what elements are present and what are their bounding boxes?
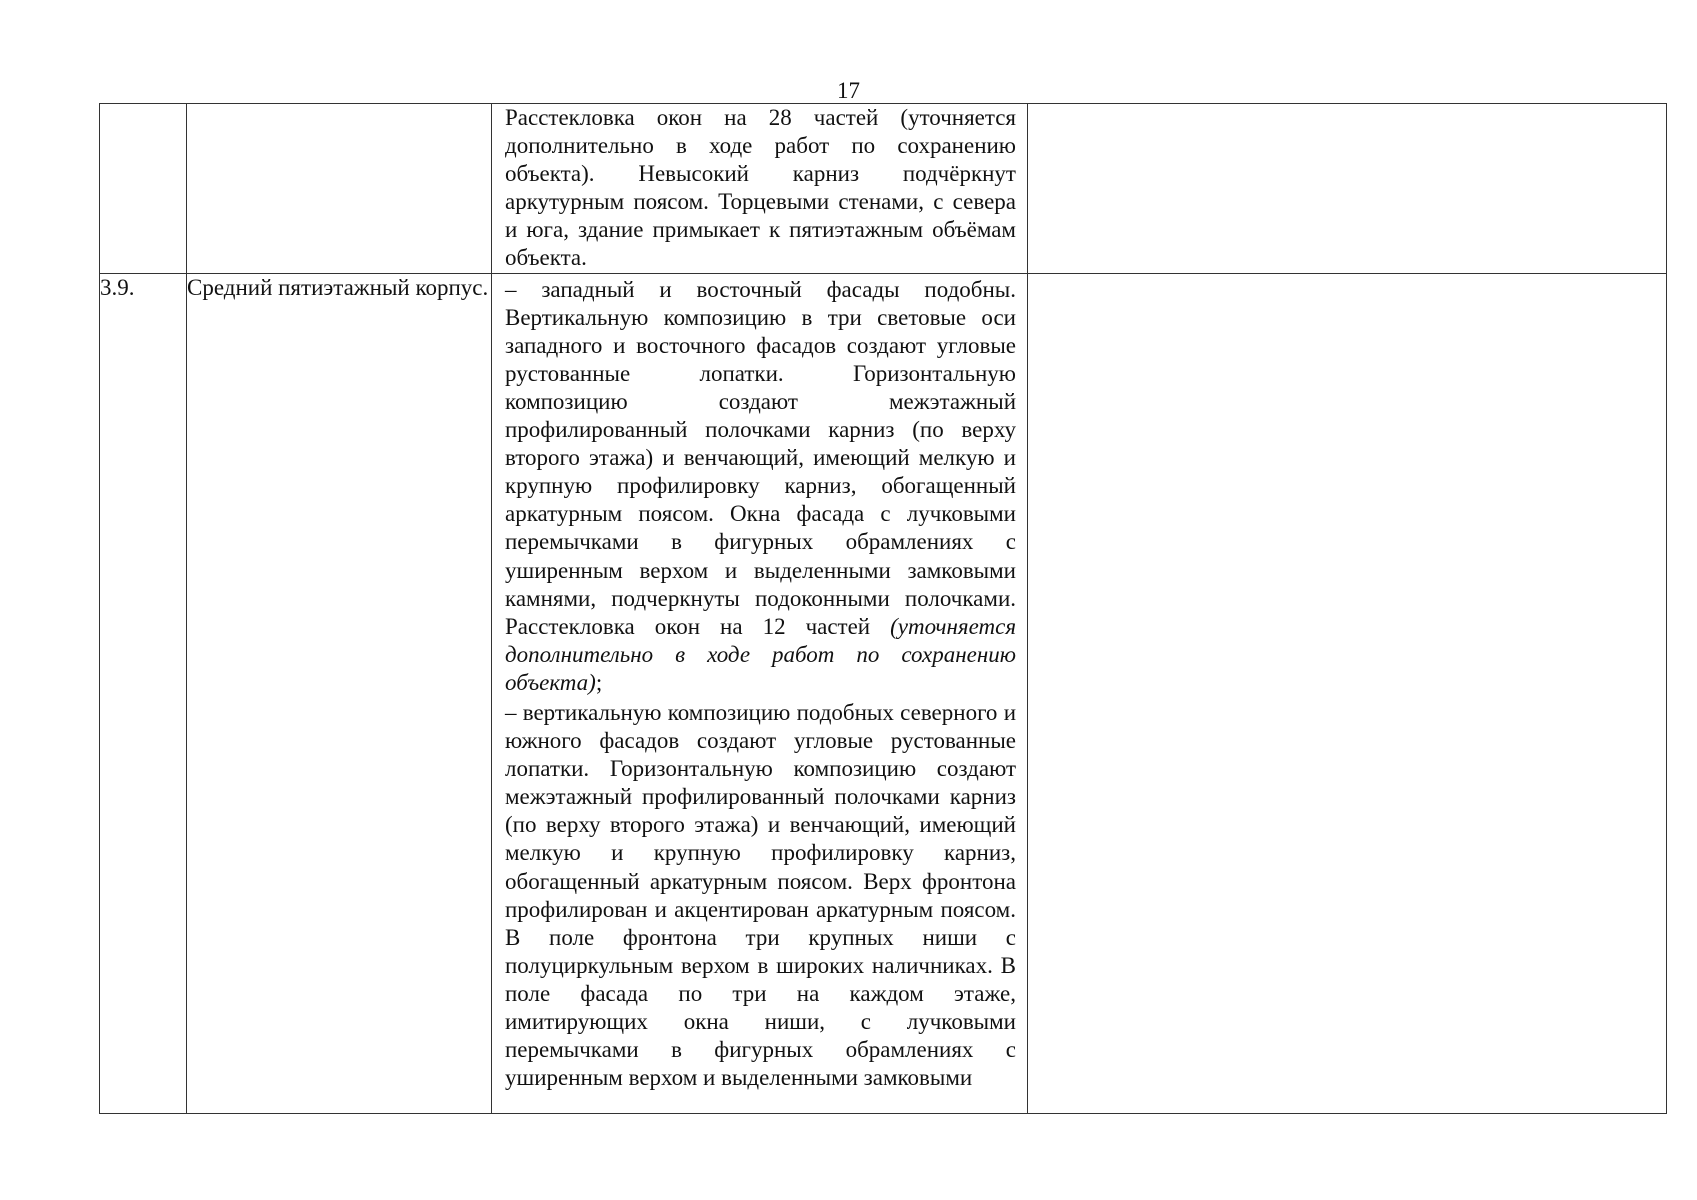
table-row xyxy=(100,104,1667,274)
element-name-cell xyxy=(187,104,492,274)
description-cell xyxy=(492,273,1028,1113)
row-number-cell xyxy=(100,104,187,274)
extra-cell xyxy=(1028,273,1667,1113)
description-cell xyxy=(492,104,1028,274)
extra-cell xyxy=(1028,104,1667,274)
facade-description-north-south: – вертикальную композицию подобных северного и южного фасадов создают угловые рустованные лопатки. Горизонтальную композицию создают межэтажный профилированный полочками карниз (по верху второго этажа) и венчающий, имеющий мелкую и крупную профилировку карниз, обогащенный аркатурным поясом. Верх фронтона профилирован и акцентирован аркатурным поясом. В поле фронтона три крупных ниши с полуциркульным верхом в широких наличниках. В поле фасада по три на каждом этаже, имитирующих окна ниши, с лучковыми перемычками в фигурных обрамлениях с уширенным верхом и выделенными замковыми xyxy=(505,699,1016,1091)
description-paragraph xyxy=(492,274,1027,697)
page-number: 17 xyxy=(837,78,860,103)
row-number-cell: 3.9. xyxy=(100,273,187,1113)
description-text: Расстекловка окон на 28 частей (уточняется дополнительно в ходе работ по сохранению объекта). Невысокий карниз подчёркнут аркутурным поясом. Торцевыми стенами, с севера и юга, здание примыкает к пятиэтажным объёмам объекта. xyxy=(505,105,1016,271)
italic-note: (уточняется дополнительно в ходе работ по сохранению объекта) xyxy=(505,613,1017,695)
paragraph-end: ; xyxy=(595,669,603,695)
object-description-table xyxy=(99,103,1667,1114)
facade-description-west-east: – западный и восточный фасады подобны. Вертикальную композицию в три световые оси западного и восточного фасадов создают угловые рустованные лопатки. Горизонтальную композицию создают межэтажный профилированный полочками карниз (по верху второго этажа) и венчающий, имеющий мелкую и крупную профилировку карниз, обогащенный аркатурным поясом. Окна фасада с лучковыми перемычками в фигурных обрамлениях с уширенным верхом и выделенными замковыми камнями, подчеркнуты подоконными полочками. Расстекловка окон на 12 частей xyxy=(505,276,1016,639)
table-row xyxy=(100,273,1667,1113)
element-name-cell: Средний пятиэтажный корпус. xyxy=(187,273,492,1113)
